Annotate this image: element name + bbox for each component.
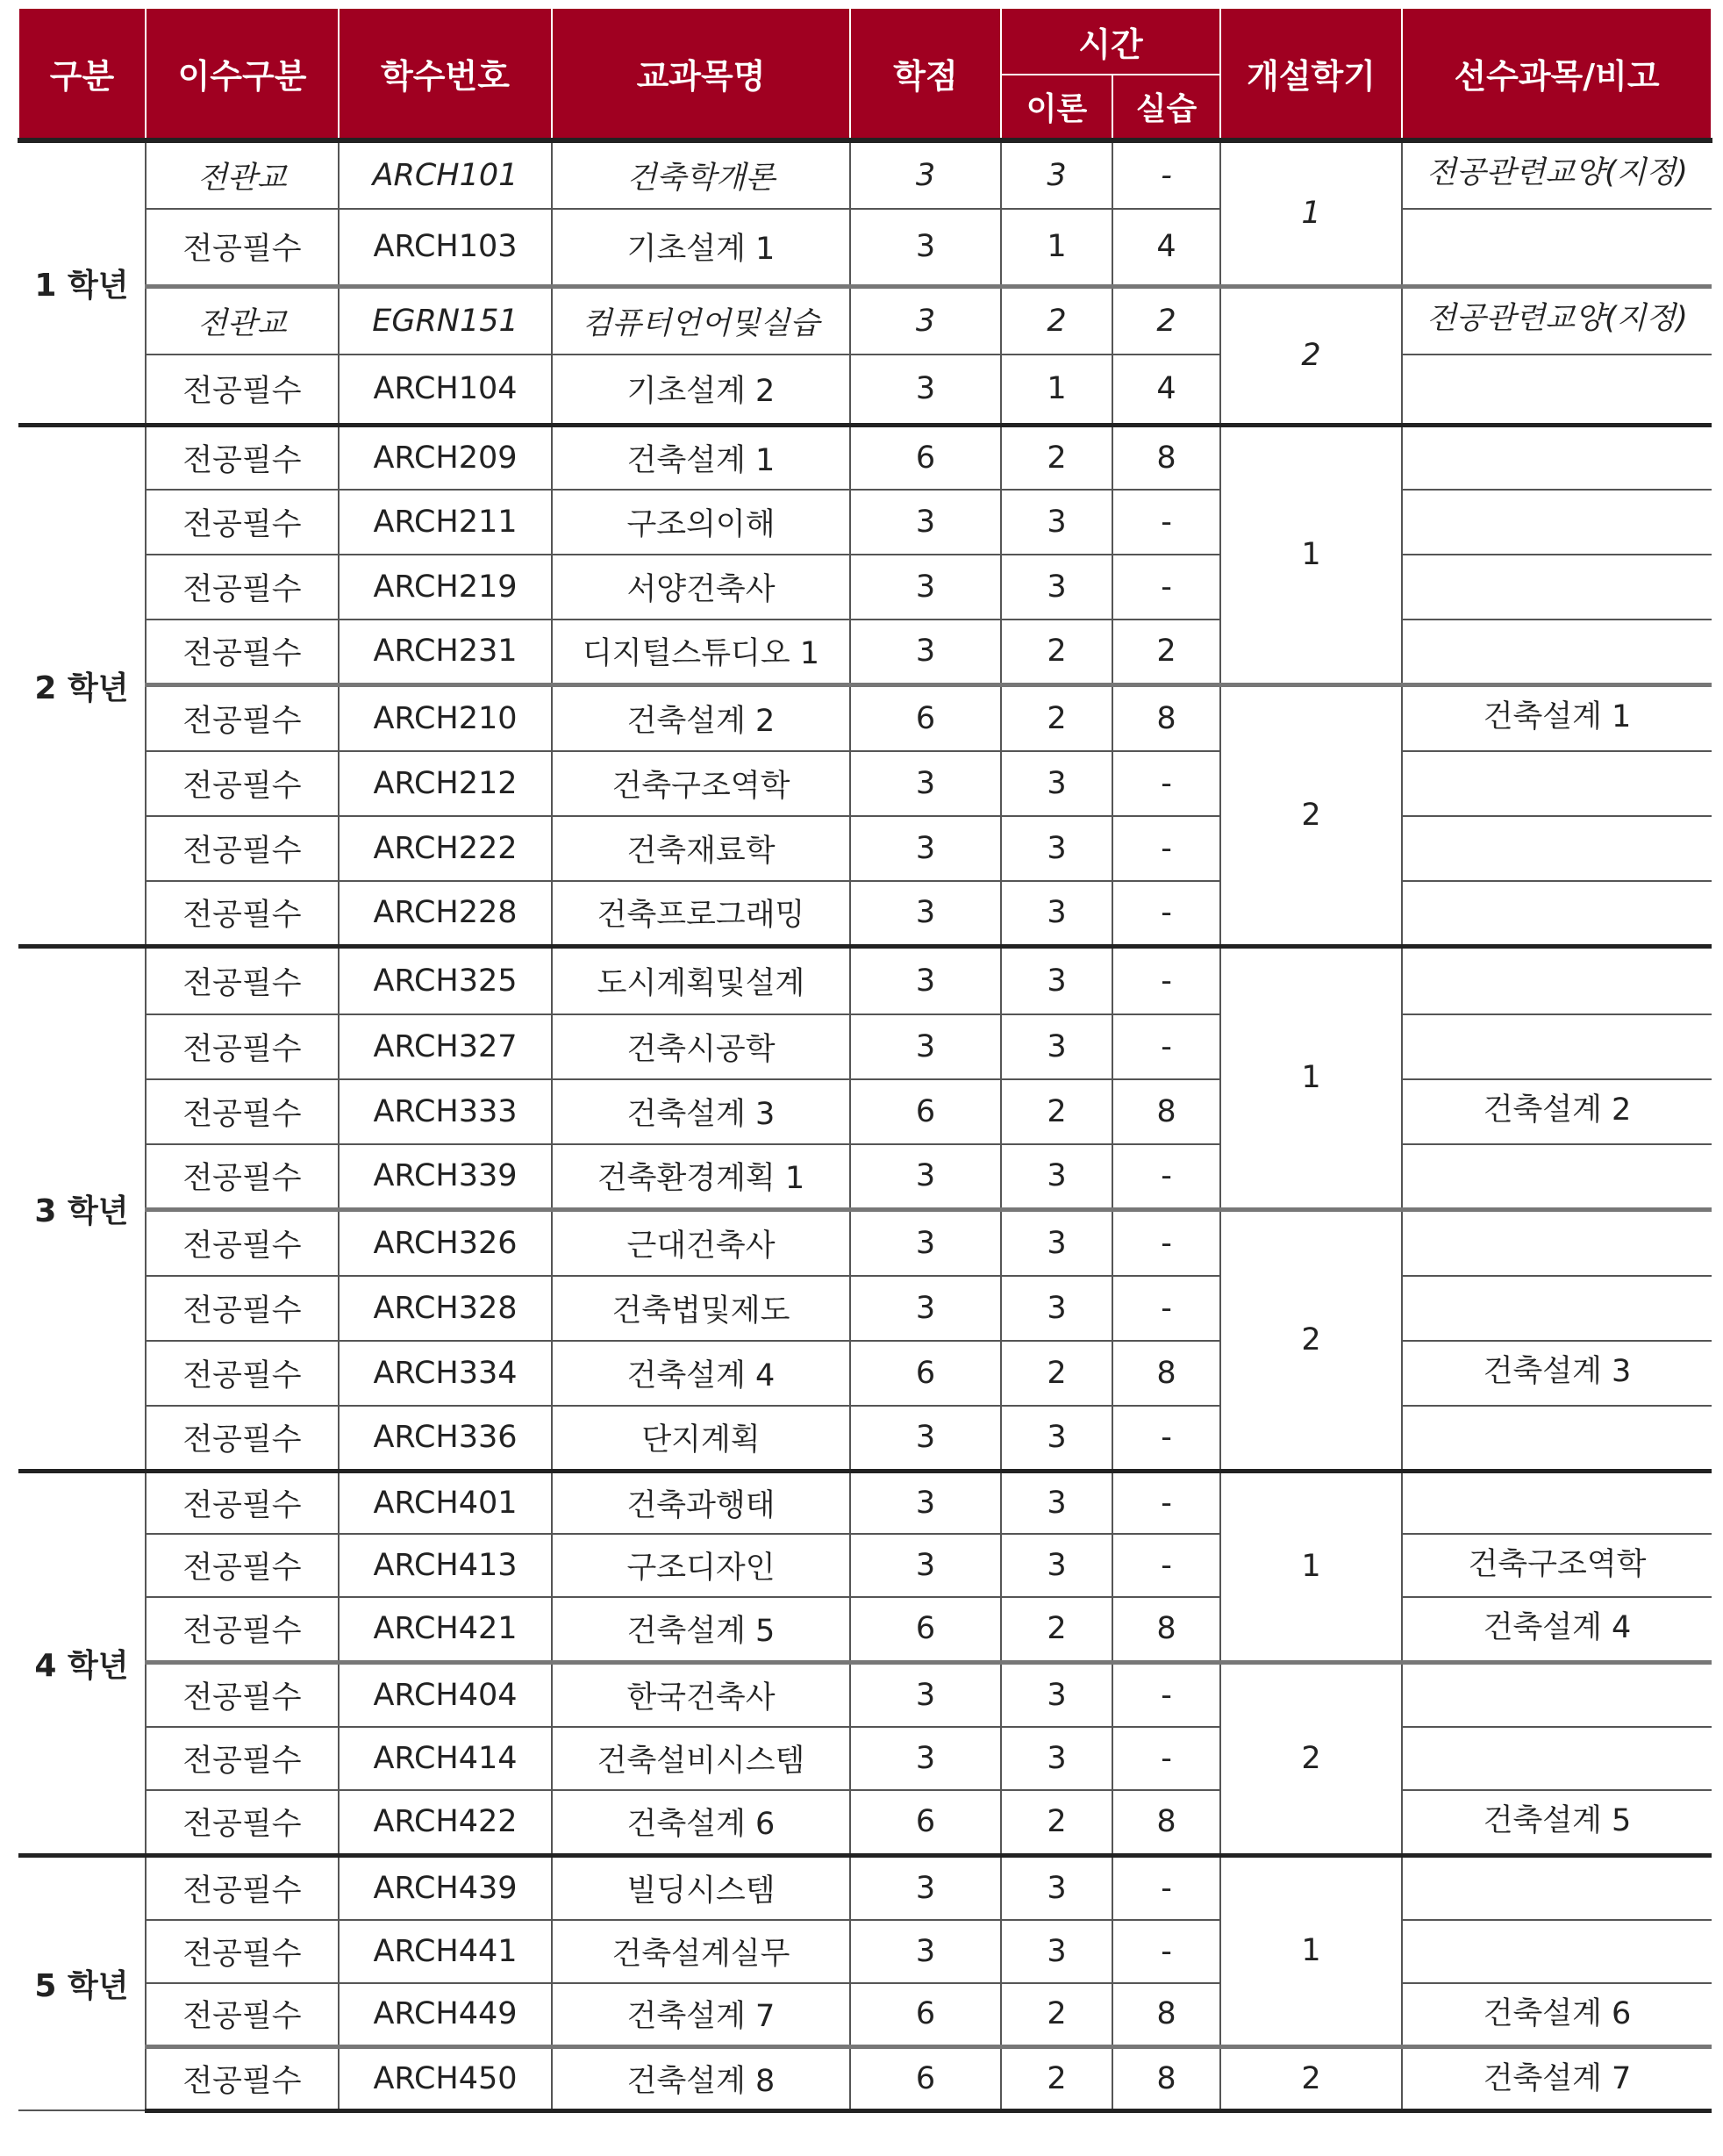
course-theory: 3 — [1001, 1014, 1112, 1079]
course-code: ARCH449 — [339, 1983, 552, 2046]
prereq-note — [1402, 1662, 1712, 1727]
table-row — [18, 1406, 1712, 1471]
course-name: 서양건축사 — [552, 555, 850, 620]
course-type: 전공필수 — [146, 425, 339, 490]
course-practice: - — [1112, 140, 1220, 209]
year-label: 4 학년 — [18, 1471, 146, 1855]
course-type: 전공필수 — [146, 1276, 339, 1341]
prereq-note — [1402, 1406, 1712, 1471]
course-theory: 3 — [1001, 555, 1112, 620]
prereq-note — [1402, 1209, 1712, 1276]
course-practice: - — [1112, 1276, 1220, 1341]
table-row — [18, 1662, 1712, 1727]
table-body — [18, 140, 1712, 2110]
course-practice: - — [1112, 1727, 1220, 1790]
table-row — [18, 2046, 1712, 2110]
table-row — [18, 1534, 1712, 1597]
prereq-note — [1402, 1144, 1712, 1209]
course-code: ARCH401 — [339, 1471, 552, 1534]
table-row — [18, 1209, 1712, 1276]
header-theory: 이론 — [1001, 75, 1112, 140]
prereq-note — [1402, 816, 1712, 881]
course-code: ARCH422 — [339, 1790, 552, 1855]
prereq-note — [1402, 946, 1712, 1014]
course-credits: 3 — [850, 355, 1001, 425]
header-course-type: 이수구분 — [146, 9, 339, 140]
course-name: 디지털스튜디오 1 — [552, 620, 850, 684]
course-type: 전공필수 — [146, 1855, 339, 1920]
course-practice: 2 — [1112, 286, 1220, 355]
prereq-note: 건축설계 4 — [1402, 1597, 1712, 1662]
header-semester: 개설학기 — [1220, 9, 1402, 140]
course-name: 구조디자인 — [552, 1534, 850, 1597]
prereq-note — [1402, 209, 1712, 286]
course-credits: 3 — [850, 490, 1001, 555]
semester-label: 2 — [1220, 286, 1402, 425]
course-credits: 3 — [850, 946, 1001, 1014]
course-credits: 6 — [850, 1597, 1001, 1662]
table-row — [18, 1276, 1712, 1341]
prereq-note: 건축설계 6 — [1402, 1983, 1712, 2046]
course-credits: 3 — [850, 1855, 1001, 1920]
header-credits: 학점 — [850, 9, 1001, 140]
course-theory: 2 — [1001, 425, 1112, 490]
course-credits: 3 — [850, 1662, 1001, 1727]
course-credits: 3 — [850, 286, 1001, 355]
course-name: 건축설계 5 — [552, 1597, 850, 1662]
course-code: ARCH104 — [339, 355, 552, 425]
prereq-note: 건축설계 3 — [1402, 1341, 1712, 1406]
prereq-note — [1402, 425, 1712, 490]
course-name: 빌딩시스템 — [552, 1855, 850, 1920]
course-theory: 2 — [1001, 1079, 1112, 1144]
course-practice: - — [1112, 946, 1220, 1014]
course-theory: 1 — [1001, 355, 1112, 425]
table-row — [18, 881, 1712, 946]
course-credits: 3 — [850, 1276, 1001, 1341]
semester-label: 1 — [1220, 1855, 1402, 2046]
course-practice: 8 — [1112, 1597, 1220, 1662]
course-practice: 8 — [1112, 1983, 1220, 2046]
table-row — [18, 816, 1712, 881]
course-name: 건축프로그래밍 — [552, 881, 850, 946]
table-row — [18, 1983, 1712, 2046]
prereq-note: 건축설계 7 — [1402, 2046, 1712, 2110]
table-row — [18, 490, 1712, 555]
course-practice: - — [1112, 1471, 1220, 1534]
table-row — [18, 620, 1712, 684]
course-type: 전공필수 — [146, 2046, 339, 2110]
course-theory: 3 — [1001, 1920, 1112, 1983]
prereq-note — [1402, 620, 1712, 684]
course-code: ARCH326 — [339, 1209, 552, 1276]
prereq-note — [1402, 751, 1712, 816]
course-type: 전공필수 — [146, 1341, 339, 1406]
course-name: 단지계획 — [552, 1406, 850, 1471]
course-practice: 2 — [1112, 620, 1220, 684]
course-type: 전공필수 — [146, 1014, 339, 1079]
course-practice: 8 — [1112, 684, 1220, 751]
course-code: ARCH103 — [339, 209, 552, 286]
course-name: 건축시공학 — [552, 1014, 850, 1079]
course-credits: 6 — [850, 1341, 1001, 1406]
course-practice: 4 — [1112, 209, 1220, 286]
header-practice: 실습 — [1112, 75, 1220, 140]
course-type: 전공필수 — [146, 209, 339, 286]
course-credits: 6 — [850, 684, 1001, 751]
course-credits: 3 — [850, 140, 1001, 209]
year-label: 3 학년 — [18, 946, 146, 1471]
prereq-note — [1402, 355, 1712, 425]
course-credits: 3 — [850, 209, 1001, 286]
header-course-name: 교과목명 — [552, 9, 850, 140]
course-practice: - — [1112, 490, 1220, 555]
course-practice: - — [1112, 1920, 1220, 1983]
course-type: 전공필수 — [146, 1209, 339, 1276]
course-type: 전공필수 — [146, 1920, 339, 1983]
course-name: 건축법및제도 — [552, 1276, 850, 1341]
course-name: 컴퓨터언어및실습 — [552, 286, 850, 355]
course-type: 전공필수 — [146, 1597, 339, 1662]
course-practice: 8 — [1112, 1079, 1220, 1144]
course-code: ARCH212 — [339, 751, 552, 816]
semester-label: 1 — [1220, 425, 1402, 684]
course-type: 전공필수 — [146, 1727, 339, 1790]
prereq-note — [1402, 1855, 1712, 1920]
prereq-note — [1402, 881, 1712, 946]
course-name: 한국건축사 — [552, 1662, 850, 1727]
course-theory: 3 — [1001, 1471, 1112, 1534]
course-theory: 3 — [1001, 816, 1112, 881]
course-name: 건축설비시스템 — [552, 1727, 850, 1790]
course-practice: - — [1112, 1855, 1220, 1920]
course-name: 건축설계 8 — [552, 2046, 850, 2110]
table-row — [18, 751, 1712, 816]
course-name: 건축학개론 — [552, 140, 850, 209]
course-code: ARCH421 — [339, 1597, 552, 1662]
course-theory: 2 — [1001, 1790, 1112, 1855]
course-code: ARCH339 — [339, 1144, 552, 1209]
course-theory: 1 — [1001, 209, 1112, 286]
course-practice: - — [1112, 1662, 1220, 1727]
course-type: 전공필수 — [146, 1406, 339, 1471]
prereq-note — [1402, 490, 1712, 555]
prereq-note: 건축설계 1 — [1402, 684, 1712, 751]
prereq-note: 건축설계 2 — [1402, 1079, 1712, 1144]
course-code: ARCH209 — [339, 425, 552, 490]
course-code: ARCH211 — [339, 490, 552, 555]
prereq-note: 전공관련교양(지정) — [1402, 286, 1712, 355]
course-type: 전공필수 — [146, 1534, 339, 1597]
course-credits: 6 — [850, 1079, 1001, 1144]
course-code: ARCH333 — [339, 1079, 552, 1144]
table-row — [18, 684, 1712, 751]
course-practice: - — [1112, 1014, 1220, 1079]
table-row — [18, 555, 1712, 620]
course-name: 건축설계 3 — [552, 1079, 850, 1144]
course-credits: 3 — [850, 1534, 1001, 1597]
prereq-note — [1402, 1276, 1712, 1341]
course-type: 전공필수 — [146, 1790, 339, 1855]
course-theory: 2 — [1001, 286, 1112, 355]
table-row — [18, 1597, 1712, 1662]
course-theory: 3 — [1001, 490, 1112, 555]
course-code: EGRN151 — [339, 286, 552, 355]
course-credits: 3 — [850, 881, 1001, 946]
table-row — [18, 140, 1712, 209]
prereq-note: 건축구조역학 — [1402, 1534, 1712, 1597]
course-theory: 3 — [1001, 1209, 1112, 1276]
course-theory: 2 — [1001, 620, 1112, 684]
course-theory: 3 — [1001, 1727, 1112, 1790]
table-row — [18, 946, 1712, 1014]
course-practice: - — [1112, 1209, 1220, 1276]
course-code: ARCH334 — [339, 1341, 552, 1406]
header-hours: 시간 — [1001, 9, 1220, 75]
course-practice: - — [1112, 816, 1220, 881]
course-type: 전공필수 — [146, 355, 339, 425]
course-credits: 6 — [850, 2046, 1001, 2110]
course-practice: 8 — [1112, 1790, 1220, 1855]
course-code: ARCH219 — [339, 555, 552, 620]
course-credits: 3 — [850, 751, 1001, 816]
course-type: 전공필수 — [146, 1983, 339, 2046]
course-type: 전공필수 — [146, 490, 339, 555]
course-name: 건축설계실무 — [552, 1920, 850, 1983]
course-credits: 6 — [850, 1790, 1001, 1855]
course-code: ARCH231 — [339, 620, 552, 684]
course-theory: 3 — [1001, 1144, 1112, 1209]
course-type: 전관교 — [146, 286, 339, 355]
course-name: 기초설계 1 — [552, 209, 850, 286]
prereq-note — [1402, 1920, 1712, 1983]
course-credits: 3 — [850, 555, 1001, 620]
course-theory: 3 — [1001, 946, 1112, 1014]
course-practice: - — [1112, 1534, 1220, 1597]
course-code: ARCH222 — [339, 816, 552, 881]
course-theory: 3 — [1001, 1855, 1112, 1920]
table-header — [18, 9, 1712, 140]
table-row — [18, 1014, 1712, 1079]
course-type: 전공필수 — [146, 1662, 339, 1727]
course-name: 도시계획및설계 — [552, 946, 850, 1014]
table-row — [18, 355, 1712, 425]
course-theory: 3 — [1001, 140, 1112, 209]
course-name: 건축구조역학 — [552, 751, 850, 816]
year-label: 2 학년 — [18, 425, 146, 946]
course-name: 건축재료학 — [552, 816, 850, 881]
course-credits: 3 — [850, 620, 1001, 684]
course-type: 전공필수 — [146, 620, 339, 684]
course-theory: 2 — [1001, 1983, 1112, 2046]
course-type: 전공필수 — [146, 1079, 339, 1144]
course-type: 전공필수 — [146, 881, 339, 946]
table-row — [18, 425, 1712, 490]
course-code: ARCH439 — [339, 1855, 552, 1920]
prereq-note — [1402, 1727, 1712, 1790]
course-theory: 3 — [1001, 1534, 1112, 1597]
course-credits: 3 — [850, 1471, 1001, 1534]
course-practice: - — [1112, 1144, 1220, 1209]
semester-label: 2 — [1220, 684, 1402, 946]
course-practice: 8 — [1112, 425, 1220, 490]
course-code: ARCH325 — [339, 946, 552, 1014]
prereq-note — [1402, 555, 1712, 620]
course-type: 전공필수 — [146, 1144, 339, 1209]
course-credits: 3 — [850, 1014, 1001, 1079]
header-category: 구분 — [18, 9, 146, 140]
semester-label: 1 — [1220, 946, 1402, 1209]
header-course-code: 학수번호 — [339, 9, 552, 140]
course-theory: 3 — [1001, 1276, 1112, 1341]
course-name: 건축설계 1 — [552, 425, 850, 490]
curriculum-table — [18, 9, 1712, 2113]
prereq-note — [1402, 1014, 1712, 1079]
course-code: ARCH101 — [339, 140, 552, 209]
course-theory: 2 — [1001, 684, 1112, 751]
course-type: 전관교 — [146, 140, 339, 209]
course-type: 전공필수 — [146, 816, 339, 881]
course-credits: 3 — [850, 1209, 1001, 1276]
course-theory: 2 — [1001, 1341, 1112, 1406]
course-code: ARCH414 — [339, 1727, 552, 1790]
table-row — [18, 1920, 1712, 1983]
course-name: 건축설계 6 — [552, 1790, 850, 1855]
course-credits: 3 — [850, 816, 1001, 881]
course-theory: 3 — [1001, 881, 1112, 946]
course-code: ARCH450 — [339, 2046, 552, 2110]
semester-label: 2 — [1220, 1209, 1402, 1471]
table-row — [18, 1144, 1712, 1209]
course-name: 건축설계 2 — [552, 684, 850, 751]
semester-label: 1 — [1220, 140, 1402, 286]
course-name: 건축설계 4 — [552, 1341, 850, 1406]
course-theory: 3 — [1001, 751, 1112, 816]
course-type: 전공필수 — [146, 555, 339, 620]
prereq-note: 건축설계 5 — [1402, 1790, 1712, 1855]
course-code: ARCH404 — [339, 1662, 552, 1727]
course-practice: 4 — [1112, 355, 1220, 425]
course-credits: 6 — [850, 425, 1001, 490]
course-theory: 2 — [1001, 1597, 1112, 1662]
course-credits: 6 — [850, 1983, 1001, 2046]
table-row — [18, 1727, 1712, 1790]
course-name: 건축과행태 — [552, 1471, 850, 1534]
course-code: ARCH336 — [339, 1406, 552, 1471]
table-row — [18, 1855, 1712, 1920]
course-type: 전공필수 — [146, 751, 339, 816]
semester-label: 1 — [1220, 1471, 1402, 1662]
course-name: 구조의이해 — [552, 490, 850, 555]
table-row — [18, 1079, 1712, 1144]
prereq-note: 전공관련교양(지정) — [1402, 140, 1712, 209]
year-label: 1 학년 — [18, 140, 146, 425]
course-code: ARCH228 — [339, 881, 552, 946]
course-name: 건축설계 7 — [552, 1983, 850, 2046]
course-type: 전공필수 — [146, 1471, 339, 1534]
course-code: ARCH441 — [339, 1920, 552, 1983]
table-row — [18, 286, 1712, 355]
course-practice: - — [1112, 555, 1220, 620]
course-code: ARCH210 — [339, 684, 552, 751]
semester-label: 2 — [1220, 1662, 1402, 1855]
course-practice: - — [1112, 881, 1220, 946]
header-prereq-notes: 선수과목/비고 — [1402, 9, 1712, 140]
course-code: ARCH328 — [339, 1276, 552, 1341]
table-row — [18, 1790, 1712, 1855]
course-code: ARCH413 — [339, 1534, 552, 1597]
course-practice: - — [1112, 1406, 1220, 1471]
course-name: 건축환경계획 1 — [552, 1144, 850, 1209]
course-credits: 3 — [850, 1727, 1001, 1790]
course-theory: 2 — [1001, 2046, 1112, 2110]
course-theory: 3 — [1001, 1406, 1112, 1471]
course-type: 전공필수 — [146, 684, 339, 751]
semester-label: 2 — [1220, 2046, 1402, 2110]
course-credits: 3 — [850, 1144, 1001, 1209]
course-practice: 8 — [1112, 2046, 1220, 2110]
table-row — [18, 209, 1712, 286]
course-name: 근대건축사 — [552, 1209, 850, 1276]
course-code: ARCH327 — [339, 1014, 552, 1079]
year-label: 5 학년 — [18, 1855, 146, 2110]
course-practice: - — [1112, 751, 1220, 816]
course-name: 기초설계 2 — [552, 355, 850, 425]
course-theory: 3 — [1001, 1662, 1112, 1727]
prereq-note — [1402, 1471, 1712, 1534]
table-row — [18, 1471, 1712, 1534]
course-credits: 3 — [850, 1406, 1001, 1471]
course-credits: 3 — [850, 1920, 1001, 1983]
course-type: 전공필수 — [146, 946, 339, 1014]
table-row — [18, 1341, 1712, 1406]
course-practice: 8 — [1112, 1341, 1220, 1406]
